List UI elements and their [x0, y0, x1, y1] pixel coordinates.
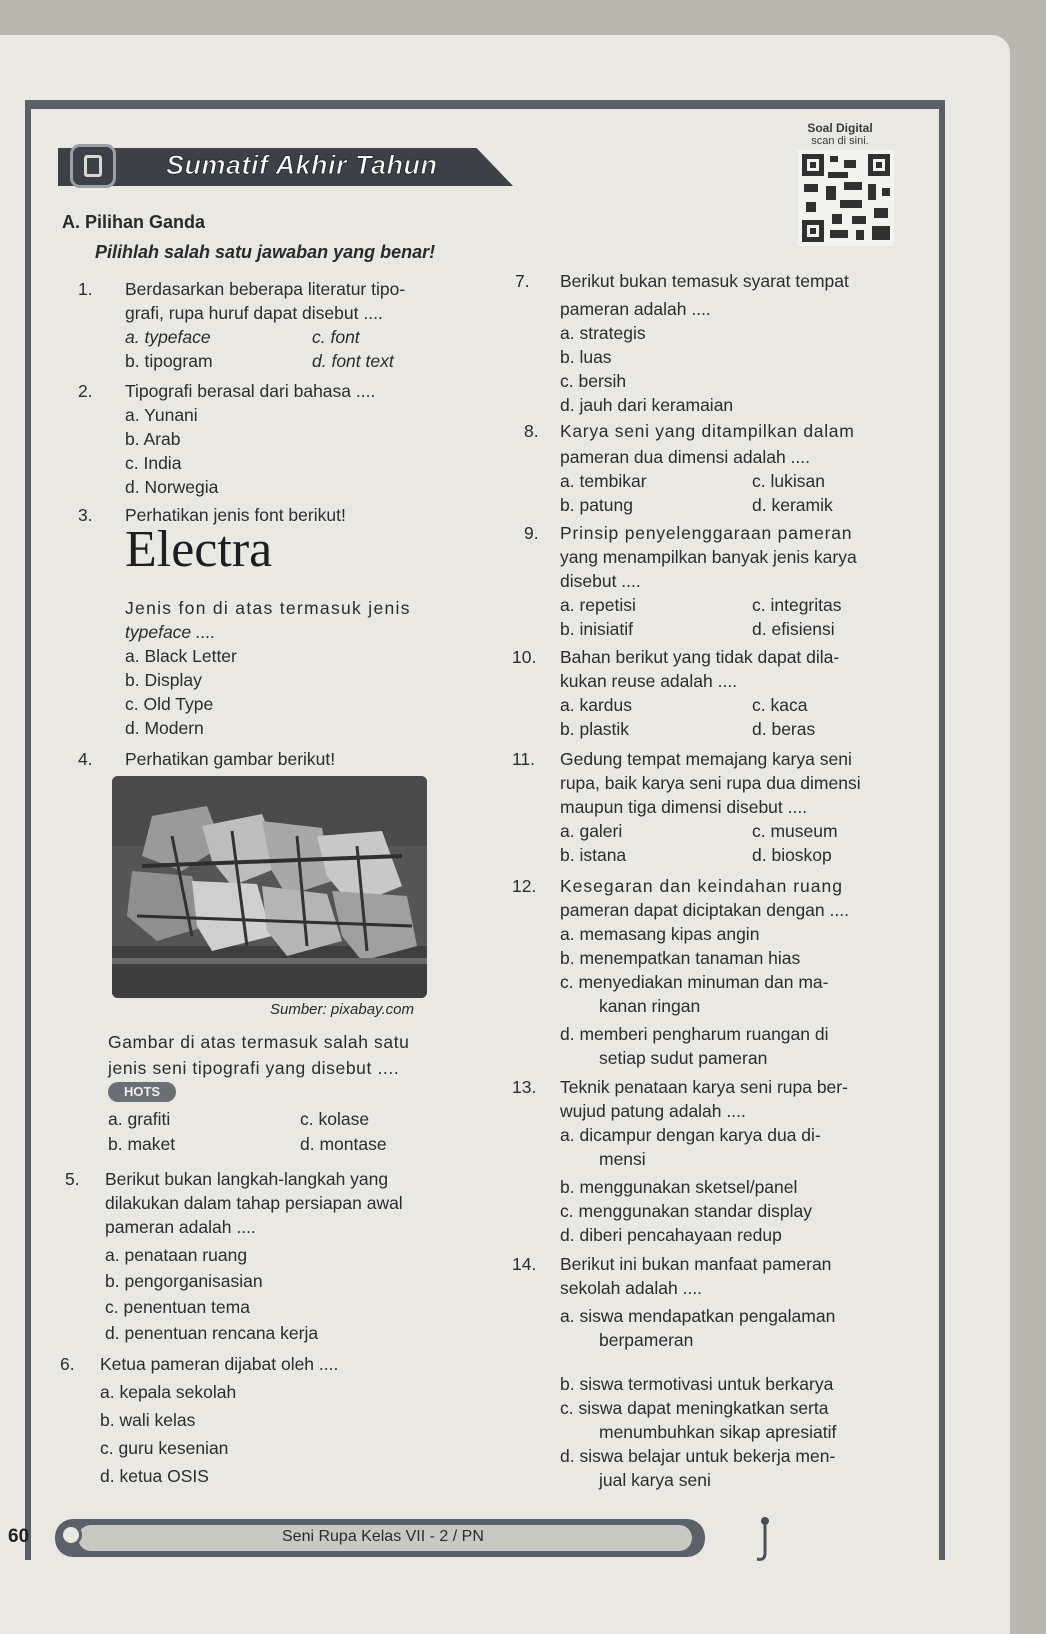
q1-option-d[interactable]: d. font text — [312, 351, 394, 371]
q4-number: 4. — [78, 749, 93, 769]
q10-number: 10. — [512, 647, 537, 667]
q12-text: Kesegaran dan keindahan ruang — [560, 876, 843, 896]
q13-text: Teknik penataan karya seni rupa ber- — [560, 1077, 848, 1097]
q10-option-d[interactable]: d. beras — [752, 719, 816, 739]
q14-option-c-cont[interactable]: menumbuhkan sikap apresiatif — [599, 1422, 837, 1442]
q7-option-a[interactable]: a. strategis — [560, 323, 646, 343]
q6-option-d[interactable]: d. ketua OSIS — [100, 1466, 209, 1486]
q9-text-2: yang menampilkan banyak jenis karya — [560, 547, 857, 567]
q4-text: Perhatikan gambar berikut! — [125, 749, 336, 769]
q5-option-d[interactable]: d. penentuan rencana kerja — [105, 1323, 319, 1343]
q14-option-a-cont[interactable]: berpameran — [599, 1330, 694, 1350]
q1-number: 1. — [78, 279, 93, 299]
q2-option-b[interactable]: b. Arab — [125, 429, 181, 449]
q6-option-b[interactable]: b. wali kelas — [100, 1410, 196, 1430]
q4-text-3: jenis seni tipografi yang disebut .... — [108, 1058, 400, 1078]
q11-option-c[interactable]: c. museum — [752, 821, 838, 841]
q13-option-a-cont[interactable]: mensi — [599, 1149, 646, 1169]
qr-title: Soal Digital — [807, 121, 873, 135]
q14-option-c[interactable]: c. siswa dapat meningkatkan serta — [560, 1398, 829, 1418]
q1-option-a[interactable]: a. typeface — [125, 327, 211, 347]
q11-text-3: maupun tiga dimensi disebut .... — [560, 797, 808, 817]
q9-text: Prinsip penyelenggaraan pameran — [560, 523, 853, 543]
section-heading: A. Pilihan Ganda — [62, 212, 206, 232]
q10-option-c[interactable]: c. kaca — [752, 695, 808, 715]
qr-code-icon[interactable] — [798, 150, 894, 246]
q13-option-b[interactable]: b. menggunakan sketsel/panel — [560, 1177, 798, 1197]
q12-option-b[interactable]: b. menempatkan tanaman hias — [560, 948, 801, 968]
q13-option-c[interactable]: c. menggunakan standar display — [560, 1201, 812, 1221]
q13-option-a[interactable]: a. dicampur dengan karya dua di- — [560, 1125, 821, 1145]
hook-icon — [755, 1515, 775, 1565]
q7-option-b[interactable]: b. luas — [560, 347, 612, 367]
q1-text-2: grafi, rupa huruf dapat disebut .... — [125, 303, 383, 323]
q6-option-a[interactable]: a. kepala sekolah — [100, 1382, 237, 1402]
q10-text: Bahan berikut yang tidak dapat dila- — [560, 647, 840, 667]
q12-text-2: pameran dapat diciptakan dengan .... — [560, 900, 849, 920]
q8-option-d[interactable]: d. keramik — [752, 495, 833, 515]
q6-option-c[interactable]: c. guru kesenian — [100, 1438, 229, 1458]
q9-option-b[interactable]: b. inisiatif — [560, 619, 633, 639]
q8-text-2: pameran dua dimensi adalah .... — [560, 447, 811, 467]
page-title: Sumatif Akhir Tahun — [166, 150, 438, 180]
q5-option-c[interactable]: c. penentuan tema — [105, 1297, 250, 1317]
q1-option-c[interactable]: c. font — [312, 327, 360, 347]
q8-option-a[interactable]: a. tembikar — [560, 471, 647, 491]
q13-number: 13. — [512, 1077, 537, 1097]
q14-option-b[interactable]: b. siswa termotivasi untuk berkarya — [560, 1374, 834, 1394]
q6-number: 6. — [60, 1354, 75, 1374]
q2-text: Tipografi berasal dari bahasa .... — [125, 381, 376, 401]
book-icon — [70, 144, 116, 188]
q11-number: 11. — [512, 749, 536, 769]
q3-number: 3. — [78, 505, 93, 525]
q1-text: Berdasarkan beberapa literatur tipo- — [125, 279, 406, 299]
q3-option-a[interactable]: a. Black Letter — [125, 646, 237, 666]
footer-circle-icon — [60, 1524, 82, 1546]
qr-subtitle: scan di sini. — [811, 135, 869, 147]
q4-option-c[interactable]: c. kolase — [300, 1109, 370, 1129]
q12-option-a[interactable]: a. memasang kipas angin — [560, 924, 760, 944]
q8-text: Karya seni yang ditampilkan dalam — [560, 421, 855, 441]
q8-option-c[interactable]: c. lukisan — [752, 471, 825, 491]
q12-option-d-cont[interactable]: setiap sudut pameran — [599, 1048, 768, 1068]
hots-badge: HOTS — [108, 1082, 176, 1102]
q3-text: Perhatikan jenis font berikut! — [125, 505, 346, 525]
q7-option-d[interactable]: d. jauh dari keramaian — [560, 395, 734, 415]
q11-option-b[interactable]: b. istana — [560, 845, 627, 865]
q11-text: Gedung tempat memajang karya seni — [560, 749, 852, 769]
q8-number: 8. — [524, 421, 539, 441]
q14-option-d-cont[interactable]: jual karya seni — [599, 1470, 711, 1490]
q3-option-b[interactable]: b. Display — [125, 670, 202, 690]
q5-option-a[interactable]: a. penataan ruang — [105, 1245, 248, 1265]
q4-option-d[interactable]: d. montase — [300, 1134, 387, 1154]
q2-option-a[interactable]: a. Yunani — [125, 405, 198, 425]
q10-option-a[interactable]: a. kardus — [560, 695, 632, 715]
q3-text-3: typeface .... — [125, 622, 216, 642]
q13-text-2: wujud patung adalah .... — [560, 1101, 746, 1121]
image-caption: Sumber: pixabay.com — [270, 1001, 414, 1018]
q2-option-d[interactable]: d. Norwegia — [125, 477, 219, 497]
q3-option-d[interactable]: d. Modern — [125, 718, 204, 738]
qr-label — [790, 122, 890, 147]
q7-number: 7. — [515, 271, 530, 291]
q11-option-a[interactable]: a. galeri — [560, 821, 623, 841]
q6-text: Ketua pameran dijabat oleh .... — [100, 1354, 339, 1374]
page-number: 60 — [8, 1526, 30, 1547]
q9-option-a[interactable]: a. repetisi — [560, 595, 636, 615]
q4-text-2: Gambar di atas termasuk salah satu — [108, 1032, 410, 1052]
q8-option-b[interactable]: b. patung — [560, 495, 633, 515]
q7-option-c[interactable]: c. bersih — [560, 371, 627, 391]
q2-option-c[interactable]: c. India — [125, 453, 182, 473]
q3-option-c[interactable]: c. Old Type — [125, 694, 214, 714]
footer-book-title: Seni Rupa Kelas VII - 2 / PN — [282, 1528, 484, 1545]
q14-option-a[interactable]: a. siswa mendapatkan pengalaman — [560, 1306, 836, 1326]
q4-option-b[interactable]: b. maket — [108, 1134, 176, 1154]
font-sample: Electra — [125, 521, 273, 578]
section-instruction: Pilihlah salah satu jawaban yang benar! — [95, 242, 436, 262]
graffiti-image — [112, 776, 427, 998]
q9-text-3: disebut .... — [560, 571, 641, 591]
q5-option-b[interactable]: b. pengorganisasian — [105, 1271, 263, 1291]
q7-text: Berikut bukan temasuk syarat tempat — [560, 271, 849, 291]
q1-option-b[interactable]: b. tipogram — [125, 351, 213, 371]
q5-text-3: pameran adalah .... — [105, 1217, 256, 1237]
q10-option-b[interactable]: b. plastik — [560, 719, 630, 739]
section-title-banner — [58, 142, 518, 190]
q7-text-2: pameran adalah .... — [560, 299, 711, 319]
q5-number: 5. — [65, 1169, 80, 1189]
q9-number: 9. — [524, 523, 539, 543]
q14-text: Berikut ini bukan manfaat pameran — [560, 1254, 832, 1274]
q10-text-2: kukan reuse adalah .... — [560, 671, 738, 691]
q5-text-2: dilakukan dalam tahap persiapan awal — [105, 1193, 403, 1213]
q4-option-a[interactable]: a. grafiti — [108, 1109, 171, 1129]
q12-number: 12. — [512, 876, 537, 896]
q9-option-d[interactable]: d. efisiensi — [752, 619, 835, 639]
q9-option-c[interactable]: c. integritas — [752, 595, 842, 615]
q2-number: 2. — [78, 381, 93, 401]
q11-text-2: rupa, baik karya seni rupa dua dimensi — [560, 773, 861, 793]
q11-option-d[interactable]: d. bioskop — [752, 845, 832, 865]
q14-number: 14. — [512, 1254, 537, 1274]
q12-option-c-cont[interactable]: kanan ringan — [599, 996, 701, 1016]
q3-text-2: Jenis fon di atas termasuk jenis — [125, 598, 411, 618]
q14-option-d[interactable]: d. siswa belajar untuk bekerja men- — [560, 1446, 836, 1466]
q12-option-c[interactable]: c. menyediakan minuman dan ma- — [560, 972, 829, 992]
q5-text: Berikut bukan langkah-langkah yang — [105, 1169, 389, 1189]
q14-text-2: sekolah adalah .... — [560, 1278, 703, 1298]
q13-option-d[interactable]: d. diberi pencahayaan redup — [560, 1225, 782, 1245]
q12-option-d[interactable]: d. memberi pengharum ruangan di — [560, 1024, 829, 1044]
